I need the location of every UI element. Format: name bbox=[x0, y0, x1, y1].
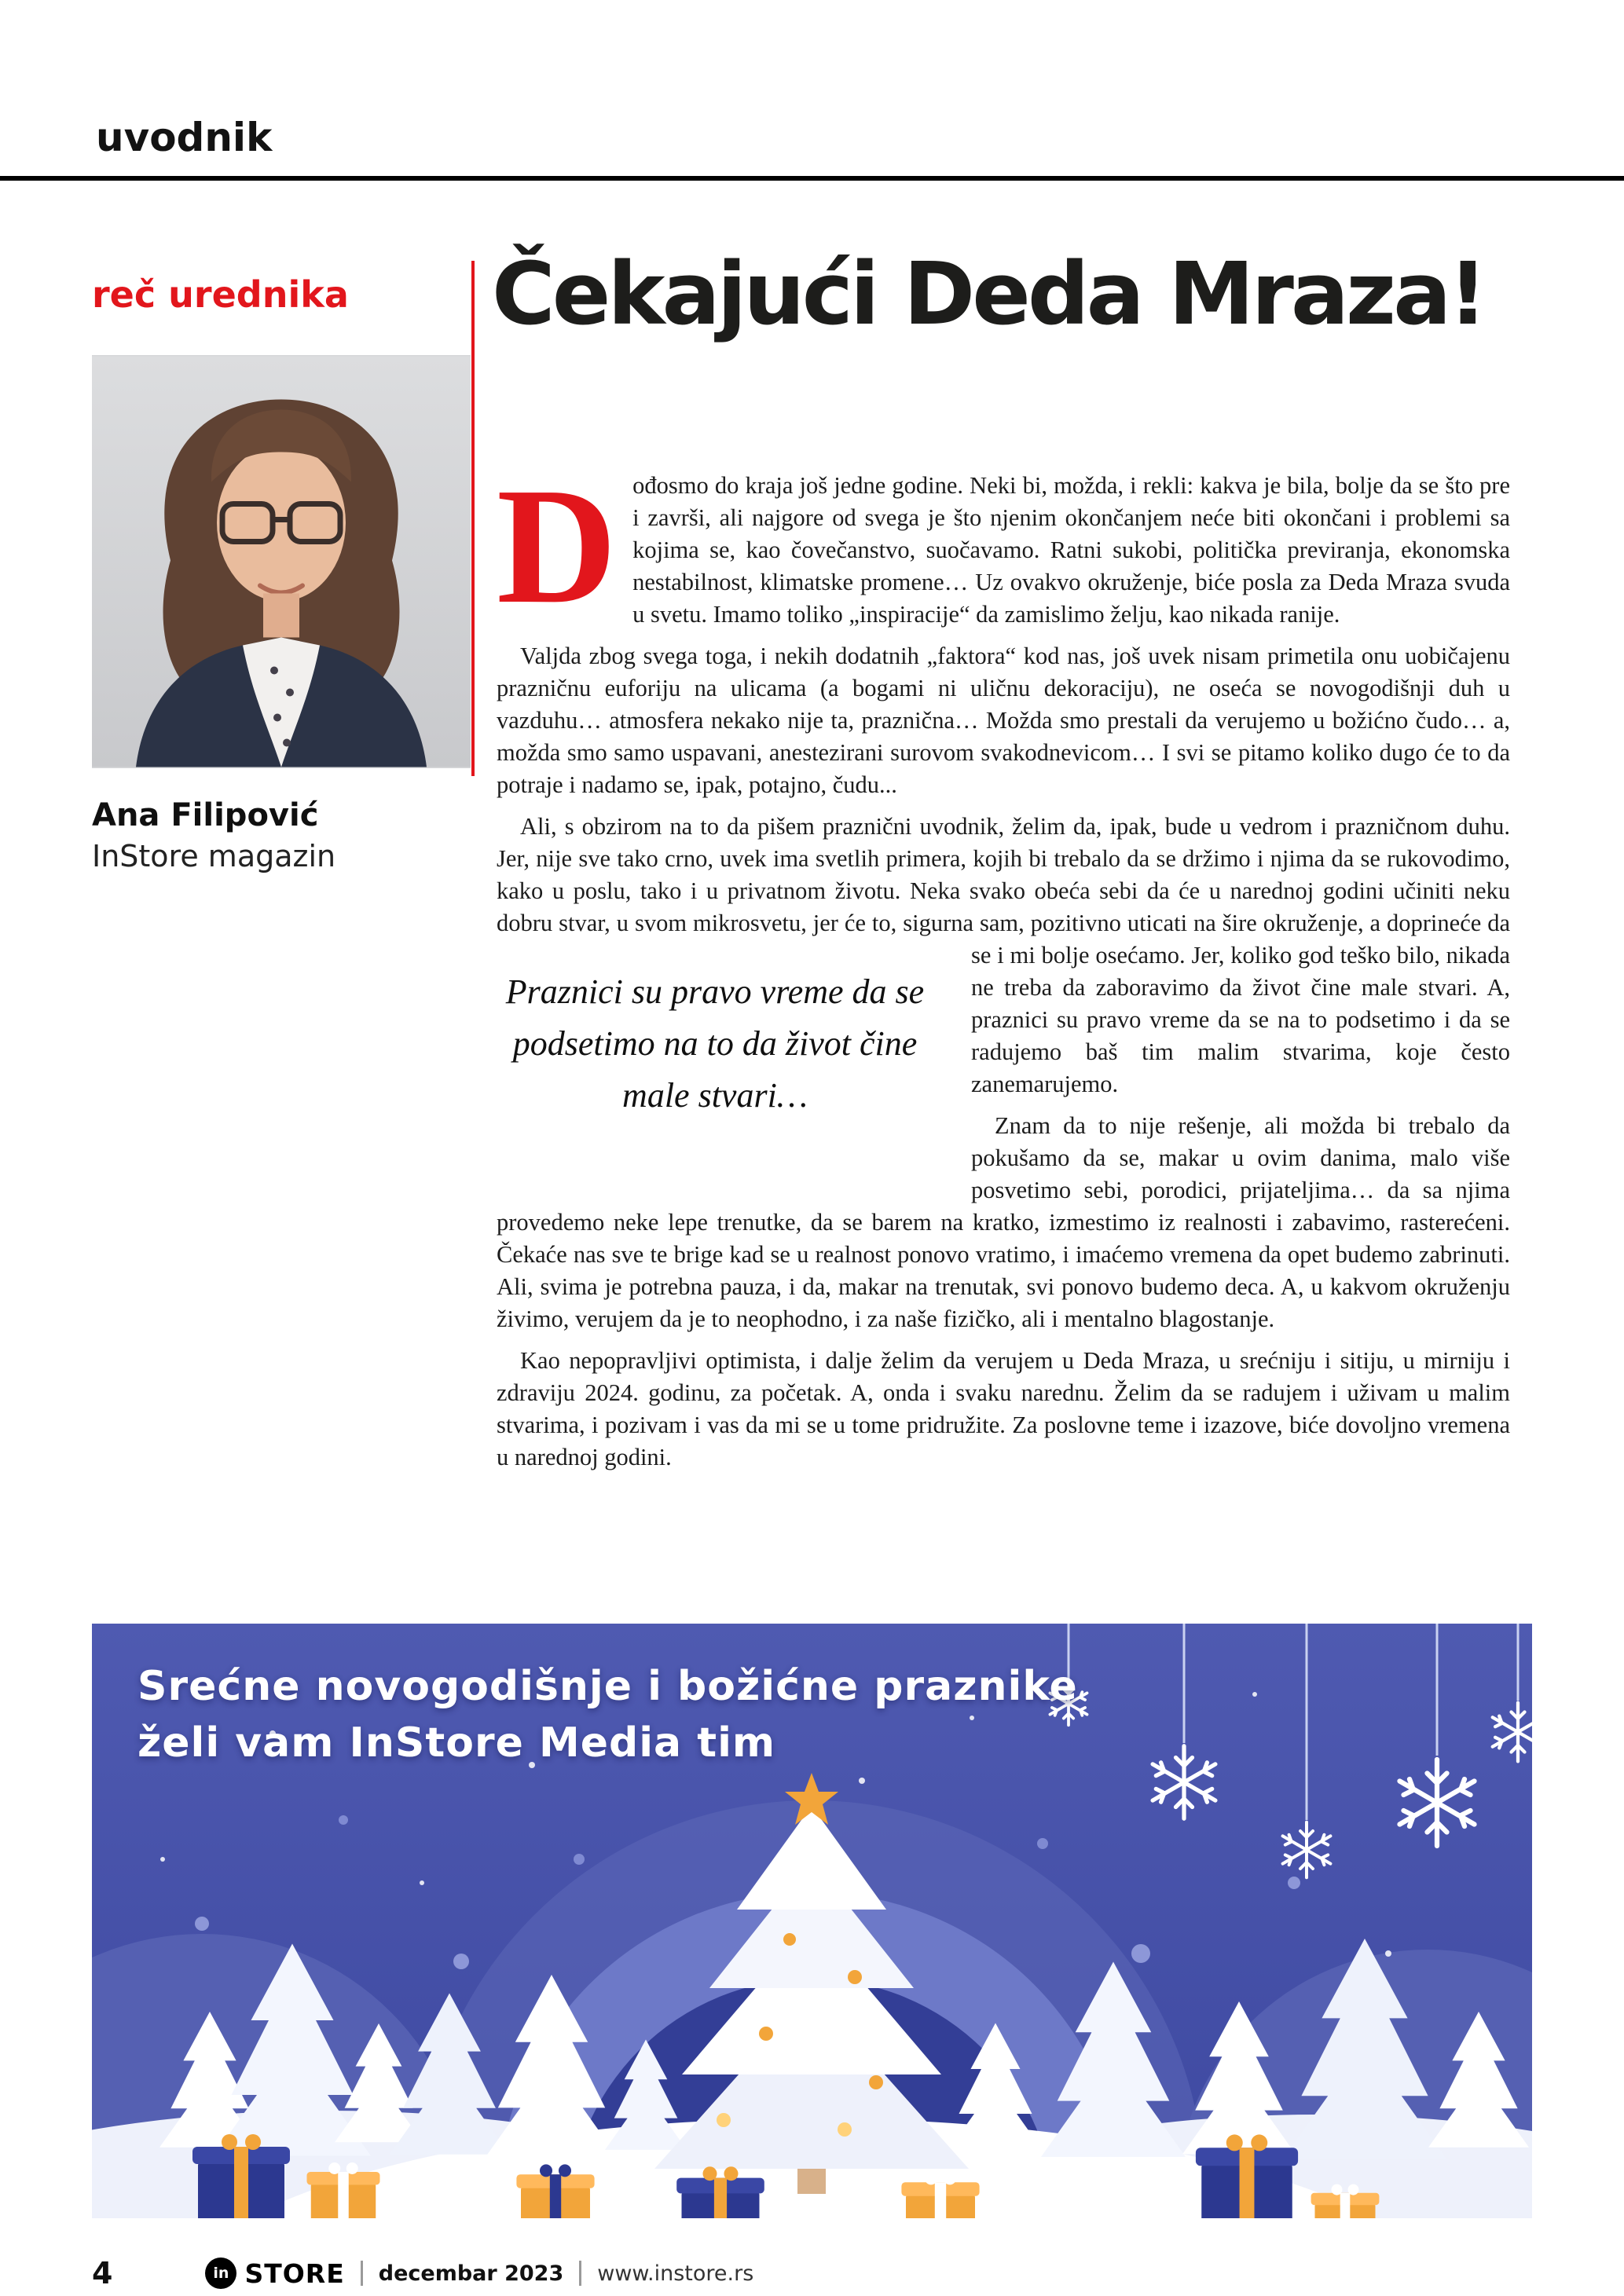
editorial-article bbox=[492, 244, 1510, 1483]
instore-logo-circle: in bbox=[205, 2258, 236, 2289]
author-name: Ana Filipović bbox=[92, 797, 319, 833]
banner-greeting-line2: želi vam InStore Media tim bbox=[137, 1719, 776, 1767]
paragraph-2-text: Valjda zbog svega toga, i nekih dodatnih „faktora“ kod nas, još uvek nisam primetila onu uobičajenu prazničnu euforiju na ulicama (a bogami ni uličnu dekoraciju), ne oseća se novogodišnji duh u vazduhu… atmosfera nekako nije ta, praznična… Možda smo prestali da verujemo u božićno čudo… a, možda smo samo uspavani, anestezirani surovom svakodnevicom… I svi se pitamo koliko dugo će to da potraje i nadamo se, ipak, potajno, čudu... bbox=[497, 643, 1510, 799]
paragraph-5-text: Kao nepopravljivi optimista, i dalje želim da verujem u Deda Mraza, u srećniju i sitiju, u mirniju i zdraviju 2024. godinu, za početak. A, onda i svaku narednu. Želim da se radujem i uživam u malim stvarima, i pozivam i vas da mi se u tome pridružite. Za poslovne teme i izazove, biće dovoljno vremena u narednoj godini. bbox=[497, 1347, 1510, 1471]
page-title: Čekajući Deda Mraza! bbox=[492, 244, 1485, 344]
kicker-rec-urednika: reč urednika bbox=[92, 273, 349, 316]
paragraph-1 bbox=[497, 453, 1510, 639]
gift-icon bbox=[192, 2134, 290, 2218]
author-photo bbox=[92, 355, 471, 768]
paragraph-3 bbox=[497, 811, 1510, 1115]
drop-cap: D bbox=[497, 453, 618, 639]
author-portrait-illustration bbox=[92, 355, 471, 768]
banner-greeting-line1: Srećne novogodišnje i božićne praznike bbox=[137, 1663, 1078, 1710]
brand-text: STORE bbox=[244, 2258, 345, 2289]
banner-greeting bbox=[137, 1658, 1078, 1771]
paragraph-5 bbox=[497, 1345, 1510, 1474]
footer-separator bbox=[579, 2261, 581, 2286]
paragraph-2 bbox=[497, 640, 1510, 801]
face bbox=[217, 445, 346, 602]
paragraph-4-text: Znam da to nije rešenje, ali možda bi trebalo da pokušamo da se, makar u ovim danima, malo više posvetimo sebi, porodici, prijateljima… da sa njima provedemo neke lepe trenutke, da se barem na kratko, izmestimo iz realnosti i zabavimo, rasterećeni. Čekaće nas sve te brige kad se u realnost ponovo vratimo, i imaćemo vremena da opet budemo zabrinuti. Ali, svima je potrebna pauza, i da, makar na trenutak, svi ponovo budemo deca. A, u kakvom okruženju živimo, verujem da je to neophodno, i za naše fizičko, ali i mentalno blagostanje. bbox=[497, 1112, 1510, 1333]
section-label: uvodnik bbox=[96, 115, 273, 160]
footer-separator bbox=[361, 2261, 363, 2286]
page-number: 4 bbox=[92, 2256, 113, 2291]
pull-quote: Praznici su pravo vreme da se podsetimo na to da život čine male stvari… bbox=[505, 972, 925, 1115]
top-divider-rule bbox=[0, 176, 1624, 181]
red-divider-line bbox=[471, 261, 475, 776]
website-link[interactable]: www.instore.rs bbox=[597, 2261, 754, 2286]
issue-date: decembar 2023 bbox=[378, 2261, 564, 2286]
paragraph-3b-text: god teško bilo, nikada ne treba da zaboravimo da život čine male stvari. A, praznici su pravo vreme da se na to podsetimo i da se radujemo baš tim malim stvarima, koje često zanemarujemo. bbox=[971, 942, 1510, 1098]
instore-logo bbox=[205, 2258, 344, 2289]
paragraph-1-text: ođosmo do kraja još jedne godine. Neki bi, možda, i rekli: kakva je bila, bolje da se što pre i završi, ali najgore od svega je što njenim okončanjem neće biti okončani i problemi sa kojima se, kao čovečanstvo, suočavamo. Ratni sukobi, politička previranja, ekonomska nestabilnost, klimatske promene… Uz ovakvo okruženje, biće posla za Deda Mraza svuda u svetu. Imamo toliko „inspiracije“ da zamislimo želju, kao nikada ranije. bbox=[632, 472, 1510, 628]
greeting-banner bbox=[92, 1624, 1532, 2218]
paragraph-4 bbox=[497, 1110, 1510, 1335]
neck bbox=[263, 594, 299, 638]
author-role: InStore magazin bbox=[92, 839, 336, 873]
paragraph-3a-text: Ali, s obzirom na to da pišem praznični uvodnik, želim da, ipak, bude u vedrom i prazničnom duhu. Jer, nije sve tako crno, uvek ima svetlih primera, kojih bi trebalo da se držimo i njima da se rukovodimo, kako u poslu, tako i u privatnom životu. Neka svako obeća sebi da će u narednoj godini učiniti neku dobru stvar, u svom mikrosvetu, jer će to, sigurna sam, pozitivno uticati na šire okruženje, a doprineće da se i mi bolje osećamo. Jer, koliko bbox=[497, 813, 1510, 969]
page-footer bbox=[92, 2253, 1532, 2294]
